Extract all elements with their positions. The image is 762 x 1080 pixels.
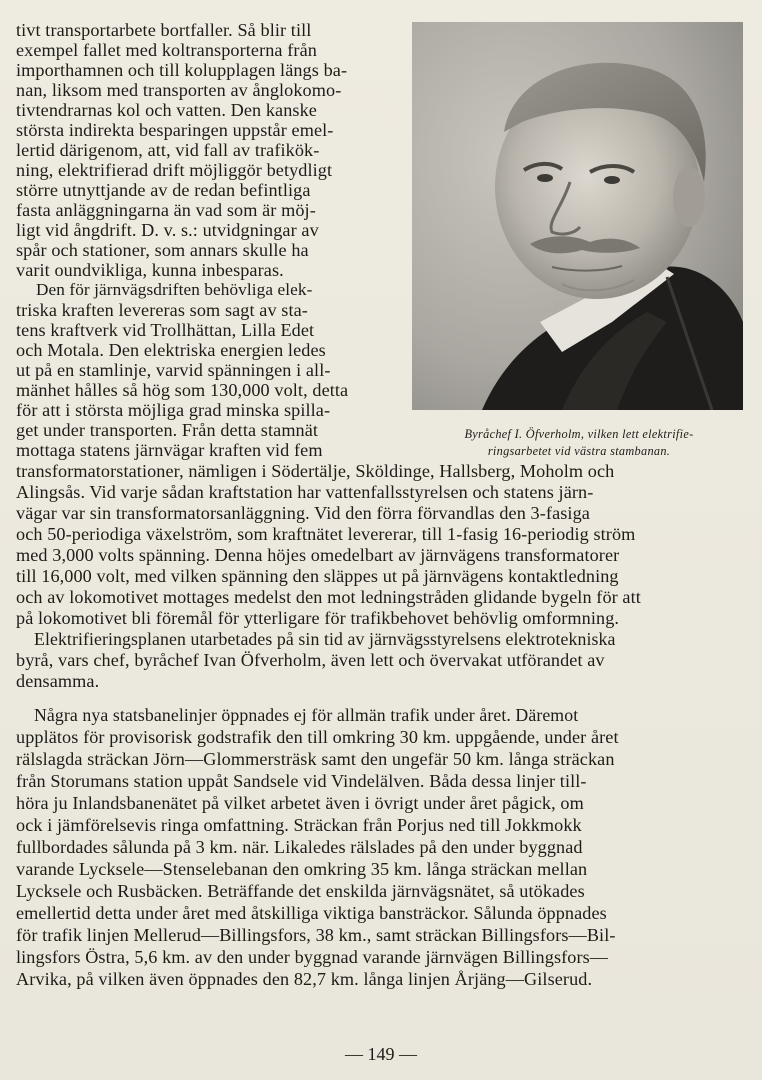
body-text-line: Elektrifieringsplanen utarbetades på sin tid av järnvägsstyrelsens elektrotekniska xyxy=(34,629,616,649)
portrait-photo xyxy=(412,22,743,410)
portrait-image xyxy=(412,22,743,410)
body-text-line: Några nya statsbanelinjer öppnades ej för allmän trafik under året. Däremot xyxy=(34,705,579,725)
body-text-line: spår och stationer, som annars skulle ha xyxy=(16,240,309,260)
body-text-line: nan, liksom med transporten av ånglokomo- xyxy=(16,80,342,100)
body-text-line: vägar var sin transformatorsanläggning. Vid den förra förvandlas den 3-fasiga xyxy=(16,503,590,523)
body-text-line: största indirekta besparingen uppstår emel- xyxy=(16,120,334,140)
body-text-line: mänhet hålles så hög som 130,000 volt, detta xyxy=(16,380,349,400)
body-text-line: och Motala. Den elektriska energien ledes xyxy=(16,340,326,360)
body-text-line: ligt vid ångdrift. D. v. s.: utvidgningar av xyxy=(16,220,319,240)
body-text-line: från Storumans station uppåt Sandsele vid Vindelälven. Båda dessa linjer till- xyxy=(16,771,587,791)
body-text-line: rälslagda sträckan Jörn—Glommersträsk samt den ungefär 50 km. långa sträckan xyxy=(16,749,615,769)
body-text-line: lingsfors Östra, 5,6 km. av den under byggnad varande järnvägen Billingsfors— xyxy=(16,947,609,967)
body-text-line: emellertid detta under året med åtskilliga viktiga bansträckor. Sålunda öppnades xyxy=(16,903,607,923)
body-text-line: fasta anläggningarna än vad som är möj- xyxy=(16,200,316,220)
body-text-line: lertid därigenom, att, vid fall av trafikök- xyxy=(16,140,320,160)
body-text-line: för att i största möjliga grad minska spilla- xyxy=(16,400,331,420)
body-text-line: triska kraften levereras som sagt av sta- xyxy=(16,300,308,320)
body-text-line: tivt transportarbete bortfaller. Så blir till xyxy=(16,20,312,40)
body-text-line: med 3,000 volts spänning. Denna höjes omedelbart av järnvägens transformatorer xyxy=(16,545,620,565)
body-text-line: på lokomotivet bli föremål för ytterligare för trafikbehovet behövlig omformning. xyxy=(16,608,620,628)
body-text-line: exempel fallet med koltransporterna från xyxy=(16,40,317,60)
body-text-line: importhamnen och till kolupplagen längs ba- xyxy=(16,60,348,80)
body-text-line: get under transporten. Från detta stamnät xyxy=(16,420,319,440)
body-text-line: ock i jämförelsevis ringa omfattning. Sträckan från Porjus ned till Jokkmokk xyxy=(16,815,582,835)
page-number: — 149 — xyxy=(345,1044,417,1064)
body-text-line: och av lokomotivet mottages medelst den mot ledningstråden glidande bygeln för att xyxy=(16,587,641,607)
body-text-line: höra ju Inlandsbanenätet på vilket arbetet även i övrigt under året pågick, om xyxy=(16,793,584,813)
body-text-line: varande Lycksele—Stenselebanan den omkring 35 km. långa sträckan mellan xyxy=(16,859,588,879)
body-text-line: transformatorstationer, nämligen i Södertälje, Sköldinge, Hallsberg, Moholm och xyxy=(16,461,615,481)
body-text-line: Alingsås. Vid varje sådan kraftstation har vattenfallsstyrelsen och statens järn- xyxy=(16,482,594,502)
body-text-line: Arvika, på vilken även öppnades den 82,7 km. långa linjen Årjäng—Gilserud. xyxy=(16,969,593,989)
body-text-line: upplätos för provisorisk godstrafik den till omkring 30 km. uppgående, under året xyxy=(16,727,619,747)
body-text-line: ning, elektrifierad drift möjliggör betydligt xyxy=(16,160,333,180)
body-text-line: byrå, vars chef, byråchef Ivan Öfverholm, även lett och övervakat utförandet av xyxy=(16,650,605,670)
body-text-line: Lycksele och Rusbäcken. Beträffande det enskilda järnvägsnätet, så utökades xyxy=(16,881,585,901)
body-text-line: Den för järnvägsdriften behövliga elek- xyxy=(36,280,313,299)
photo-caption-line-2: ringsarbetet vid västra stambanan. xyxy=(487,444,671,458)
body-text-line: fullbordades sålunda på 3 km. när. Likaledes rälslades på den under byggnad xyxy=(16,837,583,857)
body-text-line: större utnyttjande av de redan befintliga xyxy=(16,180,311,200)
body-text-line: till 16,000 volt, med vilken spänning den släppes ut på järnvägens kontaktledning xyxy=(16,566,619,586)
body-text-line: för trafik linjen Mellerud—Billingsfors, 38 km., samt sträckan Billingsfors—Bil- xyxy=(16,925,616,945)
body-text-line: tens kraftverk vid Trollhättan, Lilla Edet xyxy=(16,320,315,340)
body-text-line: ut på en stamlinje, varvid spänningen i all- xyxy=(16,360,331,380)
body-text-line: varit oundvikliga, kunna inbesparas. xyxy=(16,260,284,280)
body-text-line: mottaga statens järnvägar kraften vid fem xyxy=(16,440,323,460)
body-text-line: och 50-periodiga växelström, som kraftnätet levererar, till 1-fasig 16-periodig ström xyxy=(16,524,636,544)
body-text-line: tivtendrarnas kol och vatten. Den kanske xyxy=(16,100,317,120)
photo-caption-line-1: Byråchef I. Öfverholm, vilken lett elektrifie- xyxy=(464,427,694,441)
body-text-line: densamma. xyxy=(16,671,100,691)
